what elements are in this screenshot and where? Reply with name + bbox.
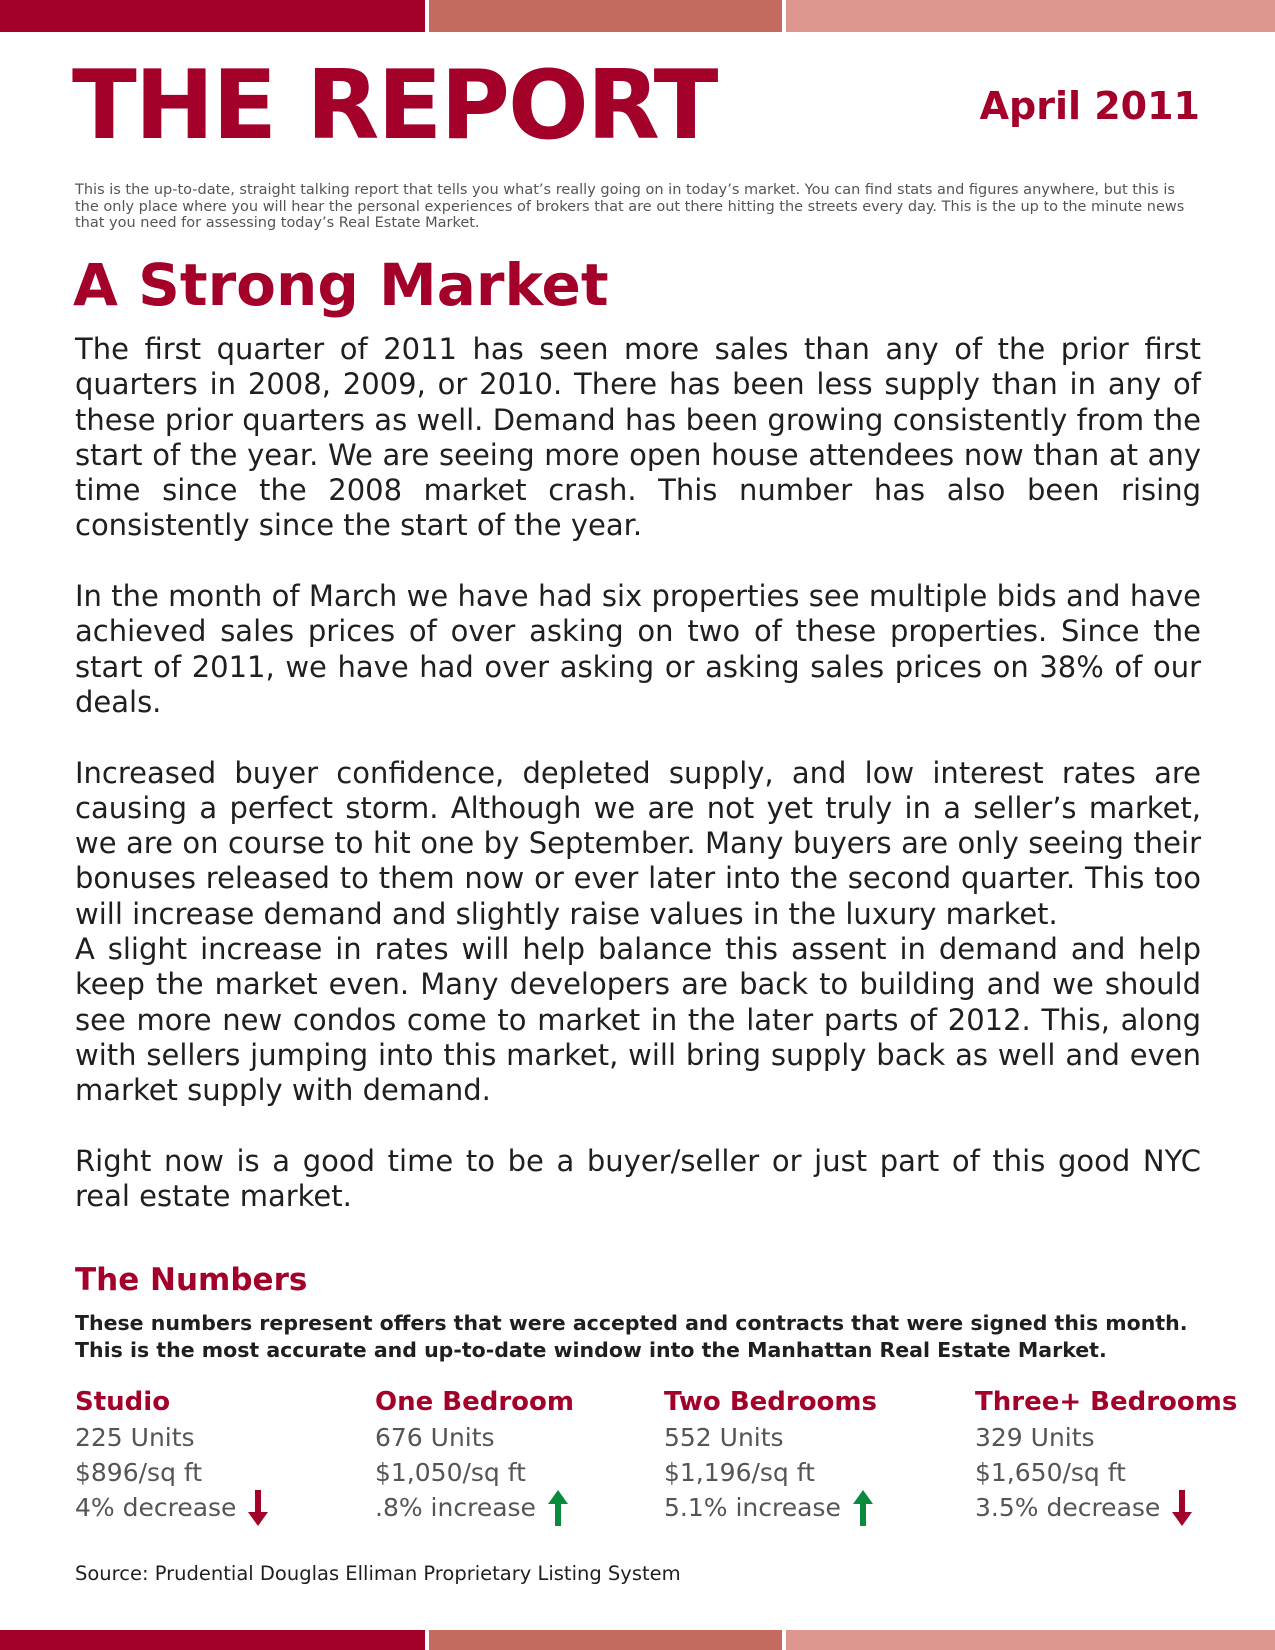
- bar-segment-light: [786, 0, 1275, 32]
- article-body: [75, 332, 1201, 1214]
- bar-segment-light: [786, 1630, 1275, 1650]
- stat-price: $1,050/sq ft: [375, 1458, 526, 1487]
- stat-two-bedrooms: [664, 1384, 877, 1525]
- intro-text: This is the up-to-date, straight talking report that tells you what’s really going on in today’s market. You can find stats and figures anywhere, but this is the only place where you will hear the personal experiences of brokers that are out there hitting the streets every day. This is the up to the minute news that you need for assessing today’s Real Estate Market.: [75, 182, 1185, 231]
- paragraph: Increased buyer confidence, depleted supply, and low interest rates are causing a perfect storm. Although we are not yet truly in a seller’s market, we are on course to hit one by September. Many buyers are only seeing their bonuses released to them now or ever later into the second quarter. This too will increase demand and slightly raise values in the luxury market.: [75, 755, 1201, 931]
- bar-segment-mid: [429, 0, 782, 32]
- bar-segment-dark: [0, 1630, 425, 1650]
- paragraph: A slight increase in rates will help balance this assent in demand and help keep the market even. Many developers are back to building and we should see more new condos come to market in the later parts of 2012. This, along with sellers jumping into this market, will bring supply back as well and even market supply with demand.: [75, 932, 1201, 1108]
- report-title: THE REPORT: [72, 51, 717, 161]
- bar-segment-mid: [429, 1630, 782, 1650]
- stat-change: 4% decrease: [75, 1493, 237, 1522]
- arrow-down-icon: [246, 1488, 270, 1528]
- arrow-up-icon: [851, 1488, 875, 1528]
- stat-units: 552 Units: [664, 1423, 784, 1452]
- top-color-bar: [0, 0, 1275, 32]
- stat-three-plus-bedrooms: [975, 1384, 1237, 1525]
- stat-units: 329 Units: [975, 1423, 1095, 1452]
- stat-name: Studio: [75, 1387, 171, 1417]
- numbers-heading: The Numbers: [75, 1262, 308, 1298]
- bar-segment-dark: [0, 0, 425, 32]
- stat-units: 676 Units: [375, 1423, 495, 1452]
- source-note: Source: Prudential Douglas Elliman Proprietary Listing System: [75, 1562, 681, 1585]
- arrow-up-icon: [546, 1488, 570, 1528]
- stat-change: .8% increase: [375, 1493, 536, 1522]
- stat-change: 5.1% increase: [664, 1493, 841, 1522]
- stat-one-bedroom: [375, 1384, 574, 1525]
- report-date: April 2011: [979, 84, 1200, 128]
- stat-price: $1,196/sq ft: [664, 1458, 815, 1487]
- arrow-down-icon: [1170, 1488, 1194, 1528]
- numbers-note: These numbers represent offers that were accepted and contracts that were signed this month. This is the most accurate and up-to-date window into the Manhattan Real Estate Market.: [75, 1311, 1188, 1362]
- stat-price: $1,650/sq ft: [975, 1458, 1126, 1487]
- stat-change: 3.5% decrease: [975, 1493, 1161, 1522]
- paragraph: Right now is a good time to be a buyer/seller or just part of this good NYC real estate market.: [75, 1143, 1201, 1214]
- stat-name: Two Bedrooms: [664, 1387, 877, 1417]
- bottom-color-bar: [0, 1630, 1275, 1650]
- stat-name: Three+ Bedrooms: [975, 1387, 1238, 1417]
- stat-name: One Bedroom: [375, 1387, 574, 1417]
- article-heading: A Strong Market: [73, 251, 609, 319]
- paragraph: In the month of March we have had six properties see multiple bids and have achieved sales prices of over asking on two of these properties. Since the start of 2011, we have had over asking or asking sales prices on 38% of our deals.: [75, 579, 1201, 719]
- stat-units: 225 Units: [75, 1423, 195, 1452]
- stat-studio: [75, 1384, 270, 1525]
- paragraph: The first quarter of 2011 has seen more sales than any of the prior first quarters in 2008, 2009, or 2010. There has been less supply than in any of these prior quarters as well. Demand has been growing consistently from the start of the year. We are seeing more open house attendees now than at any time since the 2008 market crash. This number has also been rising consistently since the start of the year.: [75, 332, 1201, 543]
- stat-price: $896/sq ft: [75, 1458, 203, 1487]
